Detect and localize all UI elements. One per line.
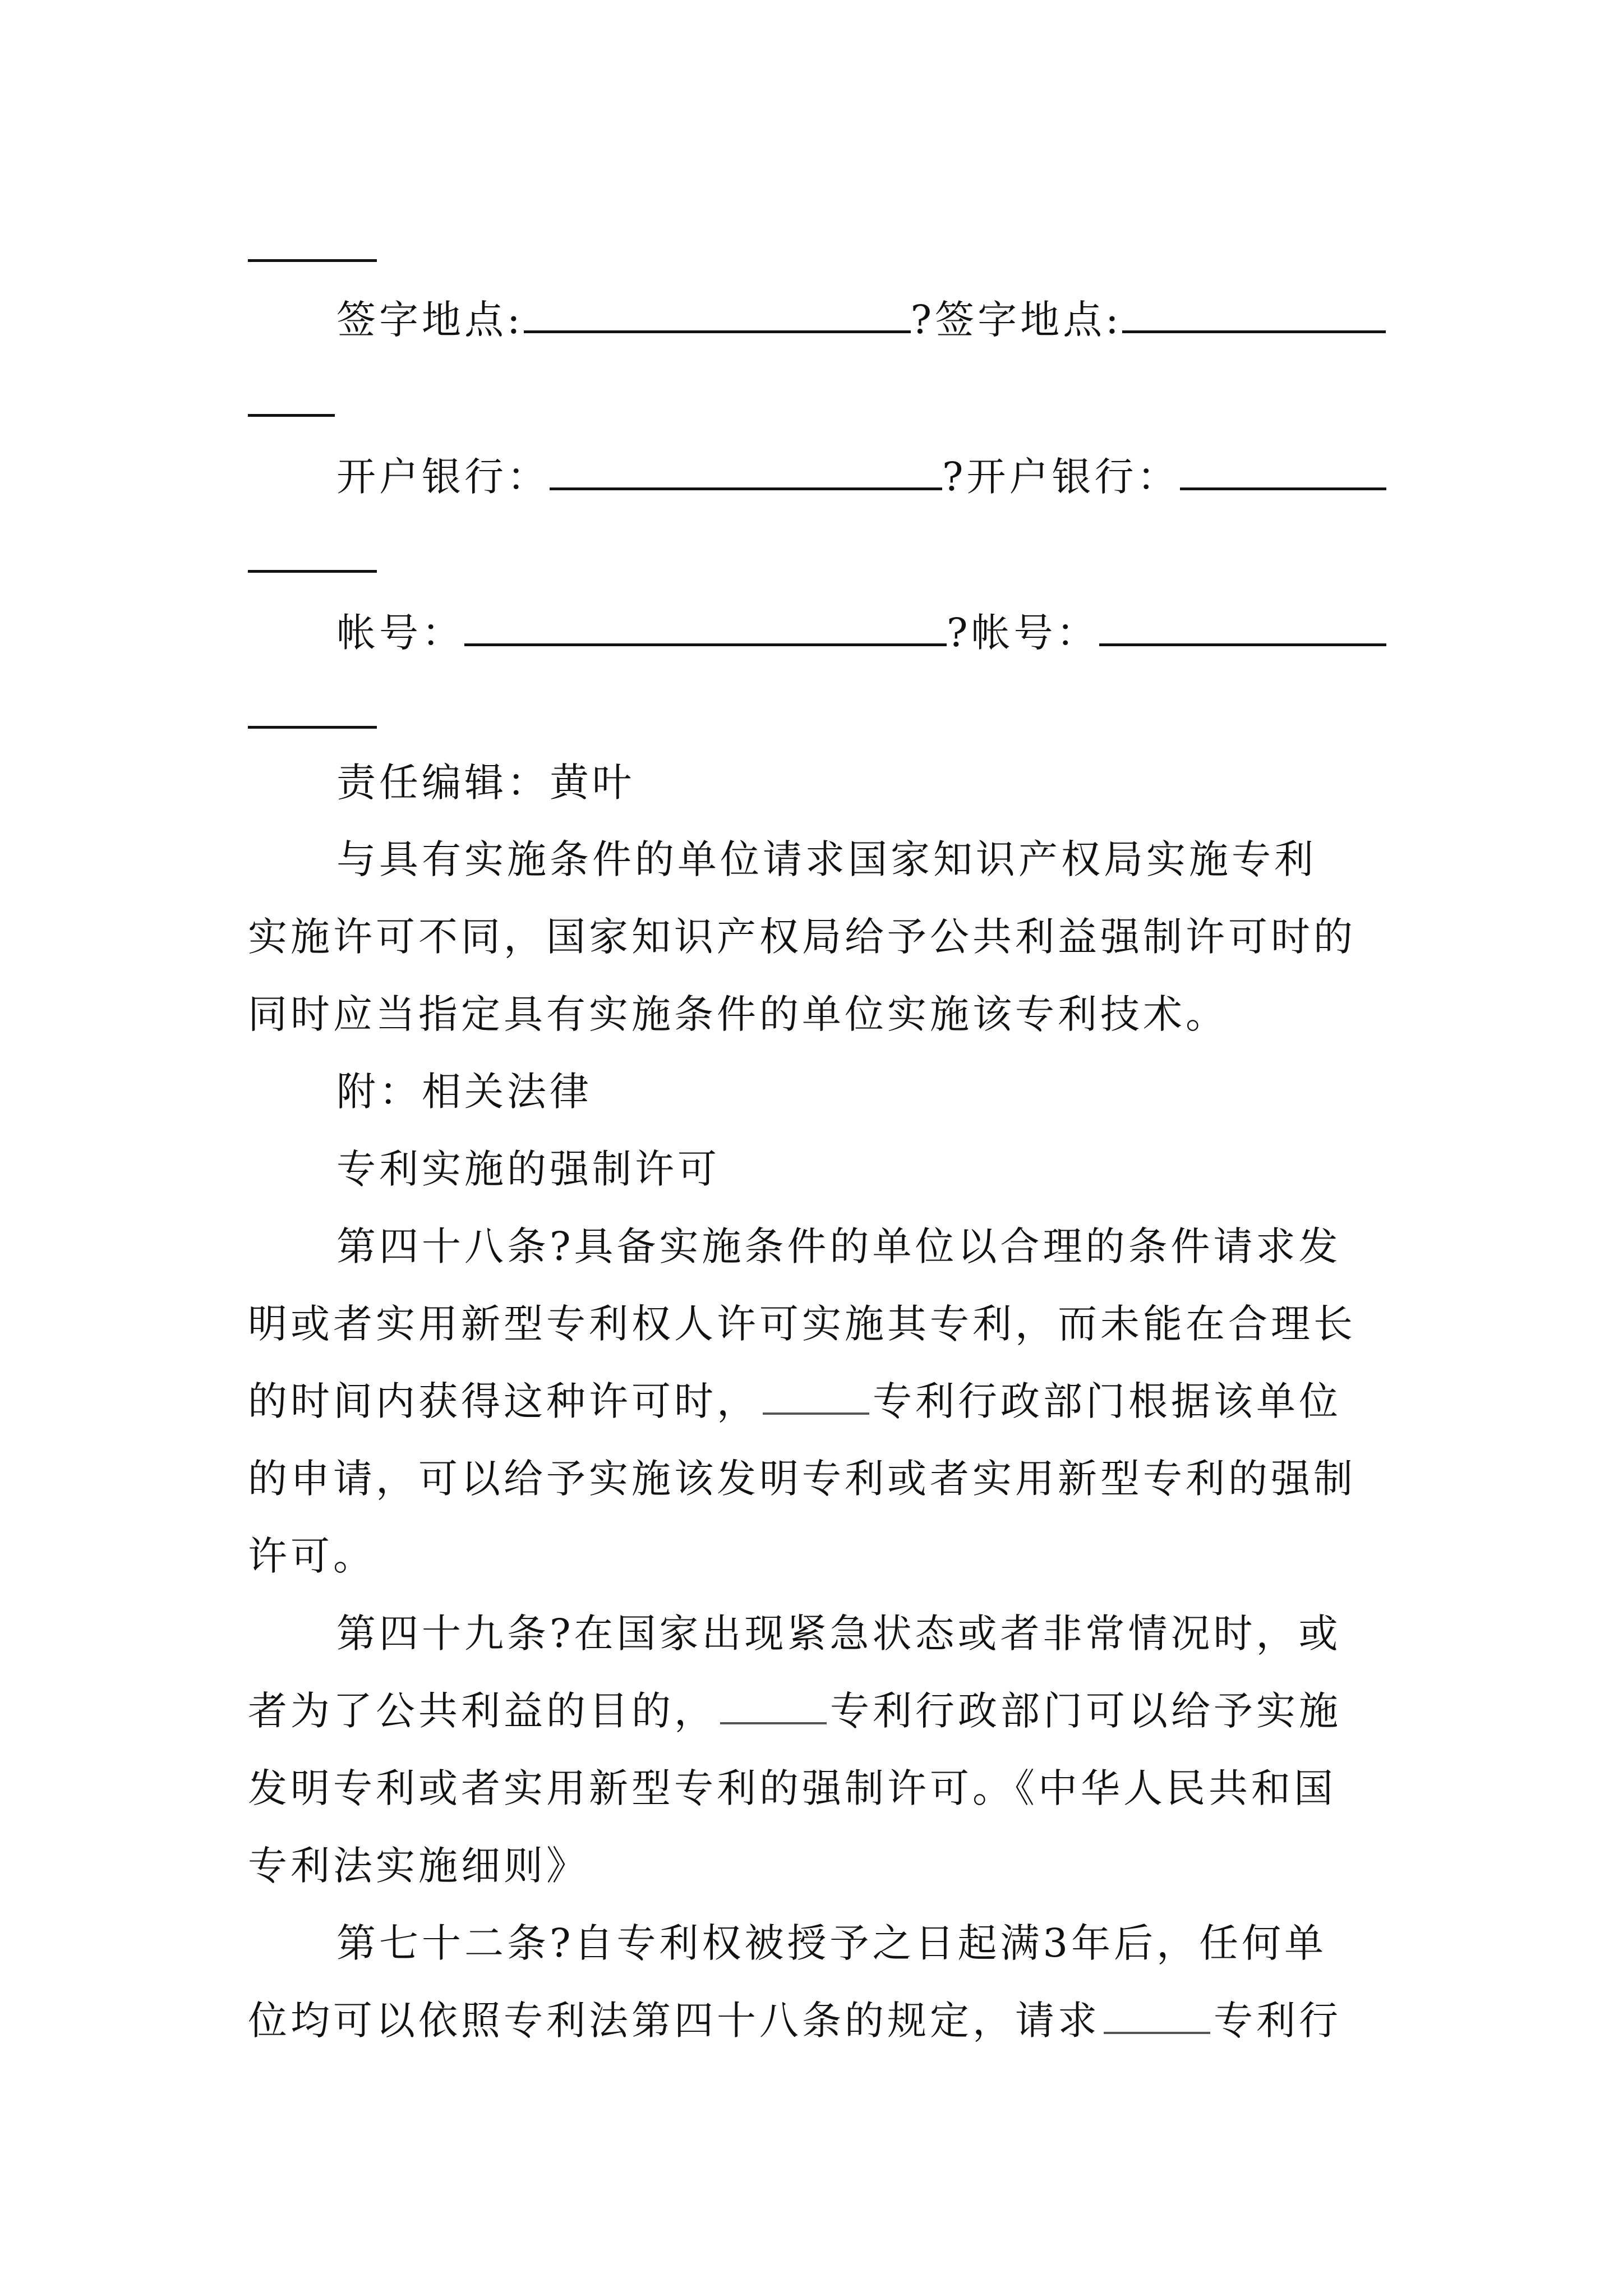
account-continuation-rule [248, 726, 377, 729]
signature-place-row [336, 280, 1386, 359]
art49-line-2b: 专利行政部门可以给予实施 [830, 1688, 1341, 1734]
art48-line-5: 许可。 [248, 1533, 376, 1579]
art49-line-2 [248, 1672, 1386, 1750]
place-blank-2[interactable] [1122, 297, 1386, 333]
intro-line-3: 同时应当指定具有实施条件的单位实施该专利技术。 [248, 991, 1228, 1037]
intro-line-1: 与具有实施条件的单位请求国家知识产权局实施专利 [336, 836, 1317, 882]
account-blank-2[interactable] [1099, 610, 1386, 646]
bank-continuation-rule [248, 570, 377, 573]
art48-line-3 [248, 1362, 1386, 1441]
account-blank-1[interactable] [464, 610, 947, 646]
bank-label: 开户银行： [336, 454, 550, 500]
continuation-rule [248, 259, 377, 262]
art48-line-1: 第四十八条?具备实施条件的单位以合理的条件请求发 [336, 1223, 1341, 1269]
art48-line-4: 的申请，可以给予实施该发明专利或者实用新型专利的强制 [248, 1456, 1356, 1502]
account-label: 帐号： [336, 610, 464, 656]
appendix-label: 附：相关法律 [336, 1069, 592, 1115]
bank-blank-2[interactable] [1180, 454, 1386, 490]
intro-line-2: 实施许可不同，国家知识产权局给予公共利益强制许可时的 [248, 914, 1356, 960]
place-blank-1[interactable] [524, 297, 911, 333]
art72-blank[interactable] [1104, 2000, 1210, 2034]
art48-line-3a: 的时间内获得这种许可时， [248, 1378, 759, 1424]
place-continuation-rule [248, 414, 335, 417]
art48-line-3b: 专利行政部门根据该单位 [873, 1378, 1341, 1424]
place-label: 签字地点: [336, 297, 524, 343]
section-title: 专利实施的强制许可 [336, 1146, 720, 1192]
art49-line-4: 专利法实施细则》 [248, 1843, 589, 1889]
art49-line-3: 发明专利或者实用新型专利的强制许可。《中华人民共和国 [248, 1765, 1336, 1811]
art49-line-2a: 者为了公共利益的目的， [248, 1688, 717, 1734]
art72-line-2a: 位均可以依照专利法第四十八条的规定，请求 [248, 1998, 1100, 2044]
art49-blank[interactable] [720, 1691, 827, 1724]
place-label-2: ?签字地点: [910, 297, 1122, 343]
account-row [336, 593, 1386, 672]
bank-row [336, 438, 1386, 516]
art72-line-2b: 专利行 [1214, 1998, 1341, 2044]
bank-label-2: ?开户银行： [942, 454, 1180, 500]
art48-line-2: 明或者实用新型专利权人许可实施其专利，而未能在合理长 [248, 1301, 1356, 1347]
art49-line-1: 第四十九条?在国家出现紧急状态或者非常情况时，或 [336, 1611, 1341, 1657]
bank-blank-1[interactable] [550, 454, 942, 490]
art72-line-2 [248, 1981, 1386, 2060]
art72-line-1: 第七十二条?自专利权被授予之日起满3年后，任何单 [336, 1920, 1327, 1966]
account-label-2: ?帐号： [947, 610, 1099, 656]
art48-blank[interactable] [763, 1381, 869, 1415]
editor-line: 责任编辑：黄叶 [336, 760, 635, 806]
